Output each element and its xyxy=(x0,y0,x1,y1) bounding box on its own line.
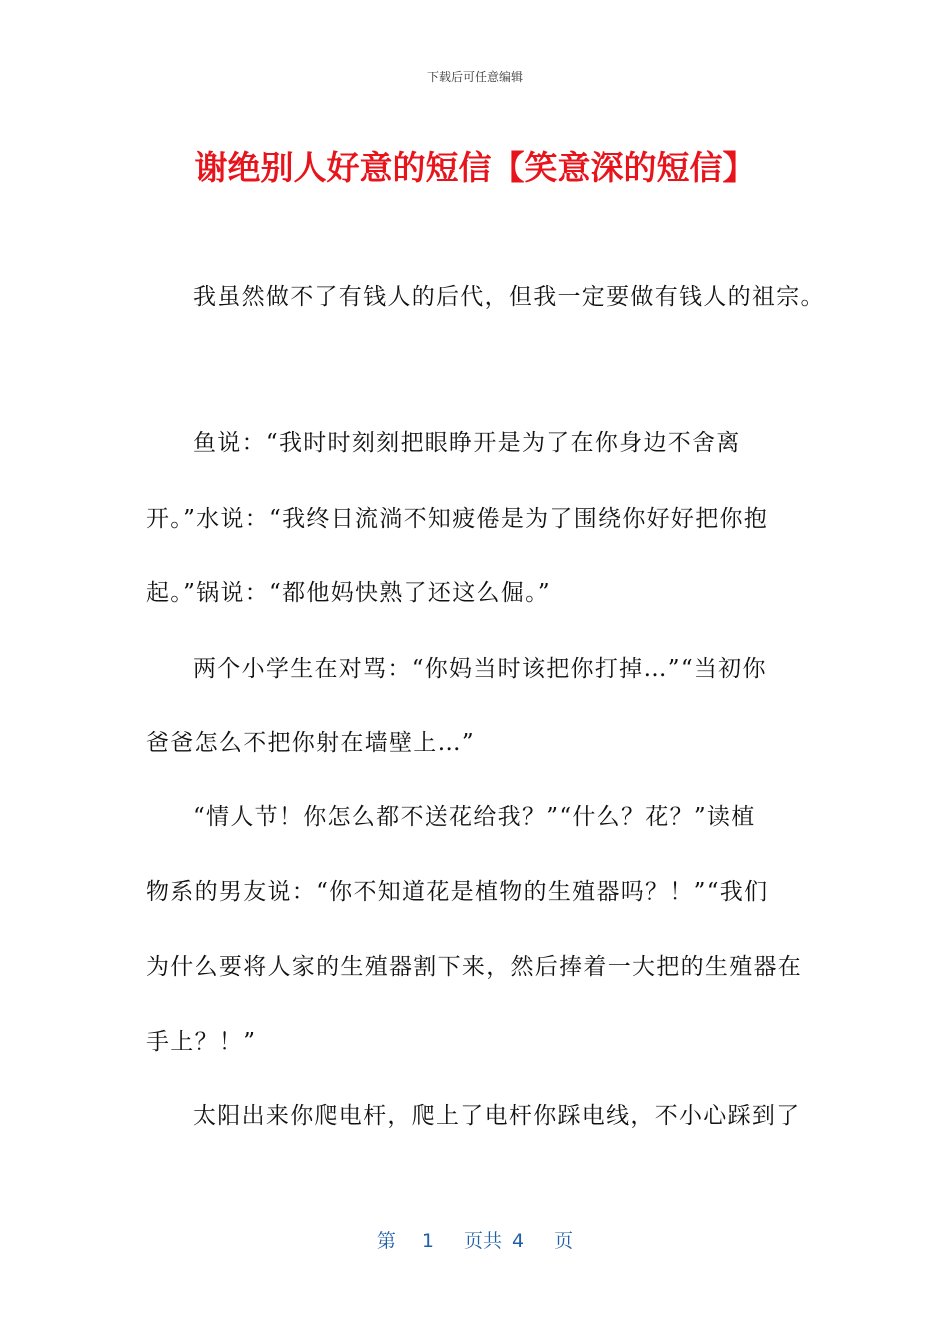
paragraph-line: “情人节！你怎么都不送花给我？”“什么？花？”读植 xyxy=(193,804,756,830)
of-label: 页共 xyxy=(463,1230,502,1252)
paragraph-line: 我虽然做不了有钱人的后代，但我一定要做有钱人的祖宗。 xyxy=(193,284,825,310)
page-number: 1 xyxy=(421,1230,434,1252)
paragraph-line: 起。”锅说：“都他妈快熟了还这么倔。” xyxy=(146,580,551,606)
paragraph-line: 两个小学生在对骂：“你妈当时该把你打掉…”“当初你 xyxy=(193,656,767,682)
document-title: 谢绝别人好意的短信【笑意深的短信】 xyxy=(194,148,756,187)
paragraph-line: 开。”水说：“我终日流淌不知疲倦是为了围绕你好好把你抱 xyxy=(146,506,769,532)
paragraph-line: 为什么要将人家的生殖器割下来，然后捧着一大把的生殖器在 xyxy=(146,954,803,980)
paragraph-line: 太阳出来你爬电杆，爬上了电杆你踩电线，不小心踩到了 xyxy=(193,1103,801,1129)
header-note: 下载后可任意编辑 xyxy=(426,70,523,84)
page-footer xyxy=(0,1226,950,1253)
paragraph-line: 物系的男友说：“你不知道花是植物的生殖器吗？！”“我们 xyxy=(146,879,769,905)
page-label: 第 xyxy=(376,1230,396,1252)
paragraph-line: 爸爸怎么不把你射在墙壁上…” xyxy=(146,730,475,756)
page-suffix: 页 xyxy=(554,1230,574,1252)
total-pages: 4 xyxy=(512,1230,525,1252)
paragraph-line: 手上？！” xyxy=(146,1029,257,1055)
paragraph-line: 鱼说：“我时时刻刻把眼睁开是为了在你身边不舍离 xyxy=(193,430,741,456)
